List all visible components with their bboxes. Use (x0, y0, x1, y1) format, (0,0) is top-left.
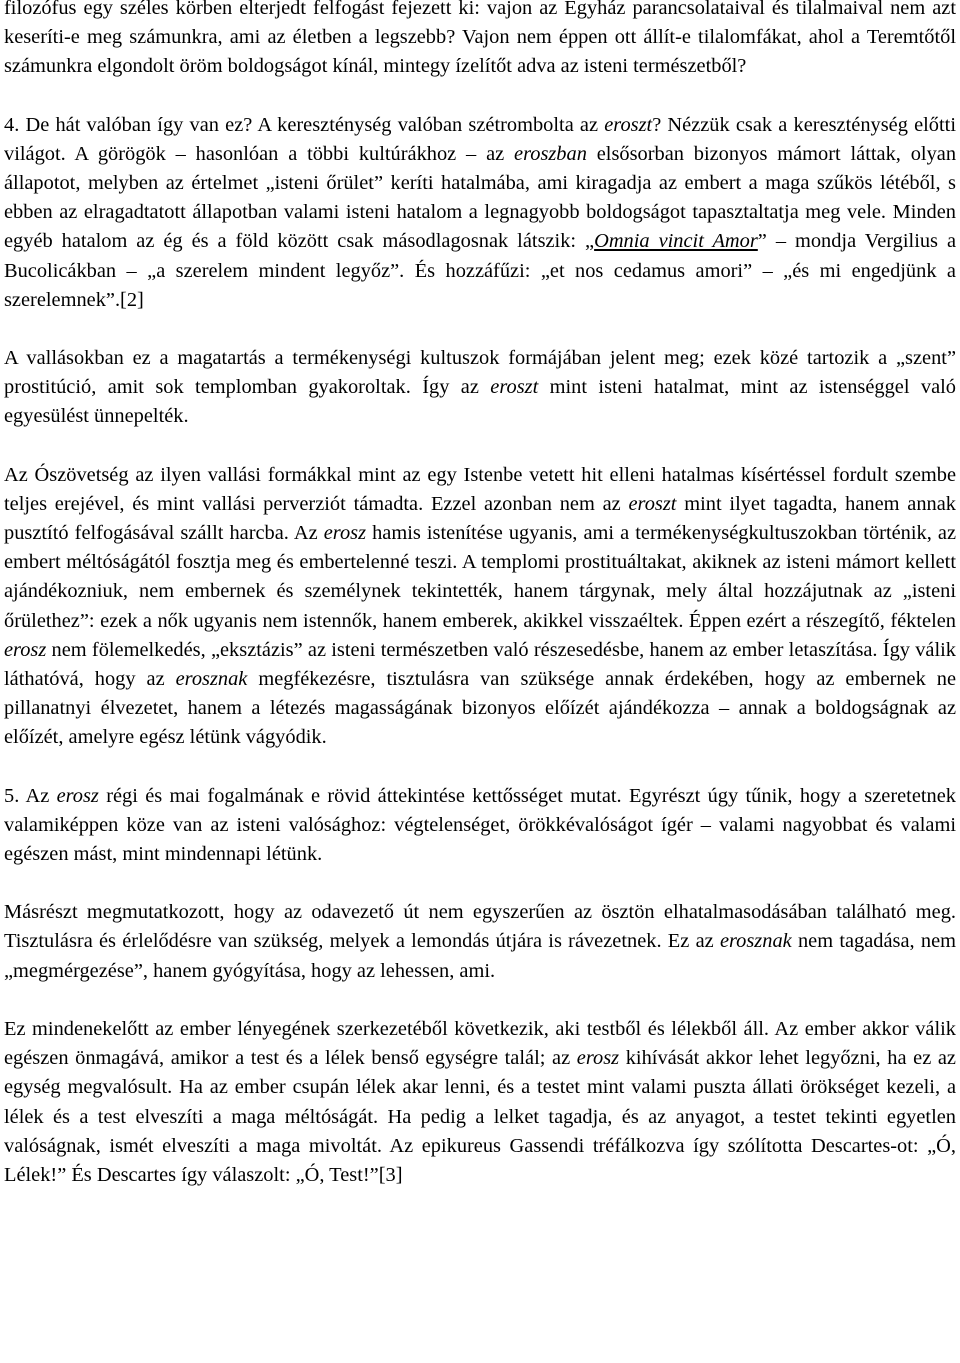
emphasis-term: erosz (4, 638, 47, 661)
text-run: nem tagadása, nem „megmérgezése”, hanem gyógyítása, hogy az lehessen, ami. (4, 930, 957, 982)
text-run: ” – mondja Vergilius a Bucolicákban – „a szerelem mindent legyőz”. És hozzáfűzi: „et nos cedamus amori” – „és mi engedjünk a szerelemnek”.[2] (4, 230, 957, 311)
paragraph-body-soul (4, 1015, 956, 1190)
paragraph-section-5 (4, 782, 956, 870)
emphasis-term: erosznak (175, 668, 248, 691)
text-run: mint ilyet tagadta, hanem annak pusztító felfogásával szállt harcba. Az (4, 492, 956, 545)
paragraph-religions (4, 344, 956, 432)
text-run: régi és mai fogalmának e rövid áttekintése kettősséget mutat. Egyrészt úgy tűnik, hogy a szeretetnek valamiképpen köze van az isteni valósághoz: végtelenséget, örökkévalóságot ígér – valami nagyobbat és valami egészen mást, mint mindennapi létünk. (4, 784, 957, 866)
text-run: mint isteni hatalmat, mint az istenséggel való egyesülést ünnepelték. (4, 376, 956, 428)
text-run: Az Ószövetség az ilyen vallási formákkal mint az egy Istenbe vetett hit elleni hatalmas kísértéssel fordult szembe teljes erejével, és mint vallási perverziót támadta. Ezzel azonban nem az (4, 463, 956, 515)
text-run: Ez mindenekelőtt az ember lényegének szerkezetéből következik, aki testből és lélekből áll. Az ember akkor válik egészen önmagává, amikor a test és a lélek benső egységre talál; az (4, 1017, 956, 1070)
text-run: megfékezésre, tisztulásra van szüksége annak érdekében, hogy az embernek ne pillanatnyi élvezetet, hanem a létezés magasságának bizonyos előízét ajándékozza – annak a boldogságnak az előízét, amelyre egész létünk vágyódik. (4, 668, 956, 749)
paragraph-old-testament (4, 461, 956, 753)
emphasis-term: erosz (56, 784, 99, 807)
text-run: Másrészt megmutatkozott, hogy az odavezető út nem egyszerűen az ösztön elhatalmasodásában található meg. Tisztulásra és érlelődésre van szükség, melyek a lemondás útjára is rávezetnek. Ez az (4, 901, 956, 953)
emphasis-term: erosz (576, 1047, 620, 1070)
text-run: nem fölemelkedés, „eksztázis” az isteni természetben való részesedésbe, hanem az ember letaszítása. Így válik láthatóvá, hogy az (4, 638, 956, 691)
text-run: 4. De hát valóban így van ez? A kereszténység valóban szétrombolta az (4, 113, 605, 136)
emphasis-term: Omnia vincit Amor (594, 230, 758, 253)
emphasis-term: eroszt (604, 113, 653, 136)
paragraph-section-4 (4, 111, 956, 315)
text-run: A vallásokban ez a magatartás a termékenységi kultuszok formájában jelent meg; ezek közé tartozik a „szent” prostitúció, amit sok templomban gyakoroltak. Így az (4, 347, 956, 399)
text-run: kihívását akkor lehet legyőzni, ha ez az egység megvalósult. Ha az ember csupán lélek akar lenni, és a testet mint valami puszta állati örökséget kezeli, a lélek és a test elveszíti a maga méltóságát. Ha pedig a lelket tagadja, és az anyagot, a testet tekinti egyetlen valóságnak, ismét elveszíti a maga mivoltát. Az epikureus Gassendi tréfálkozva így szólította Descartes-ot: „Ó, Lélek!” És Descartes így válaszolt: „Ó, Test!”[3] (4, 1047, 956, 1186)
text-run: elsősorban bizonyos mámort láttak, olyan állapotot, melyben az értelmet „isteni őrület” keríti hatalmába, ami kiragadja az embert a maga szűkös létéből, s ebben az elragadtatott állapotban valami isteni hatalom a legnagyobb boldogságot tapasztaltatja meg vele. Minden egyéb hatalom az ég és a föld között csak másodlagosnak látszik: „ (4, 142, 957, 253)
text-run: hamis istenítése ugyanis, ami a termékenységkultuszokban történik, az embert méltóságától fosztja meg és embertelenné teszi. A templomi prostituáltakat, akiknek az isteni mámort kellett ajándékozniuk, nem embernek és személynek tekintették, hanem tárgynak, mely által hozzájutnak az „isteni őrülethez”: ezek a nők ugyanis nem istennők, hanem emberek, akikkel visszaéltek. Éppen ezért a részegítő, féktelen (4, 522, 956, 632)
emphasis-term: erosznak (719, 930, 792, 953)
text-run: 5. Az (4, 784, 57, 807)
paragraph-purification (4, 898, 956, 986)
emphasis-term: erosz (323, 522, 367, 545)
emphasis-term: eroszt (490, 376, 539, 399)
text-run: filozófus egy széles körben elterjedt felfogást fejezett ki: vajon az Egyház parancsolataival és tilalmaival nem azt keseríti-e meg számunkra, ami az életben a legszebb? Vajon nem éppen ott állít-e tilalomfákat, ahol a Teremtőtől számunkra elgondolt öröm boldogságot kínál, mintegy ízelítőt adva az isteni természetből? (4, 0, 956, 78)
paragraph-philosopher (4, 0, 956, 82)
text-run: ? Nézzük csak a kereszténység előtti világot. A görögök – hasonlóan a többi kultúrákhoz – az (4, 113, 956, 165)
emphasis-term: eroszt (628, 492, 677, 515)
document-page (4, 0, 956, 1190)
emphasis-term: eroszban (514, 142, 587, 165)
